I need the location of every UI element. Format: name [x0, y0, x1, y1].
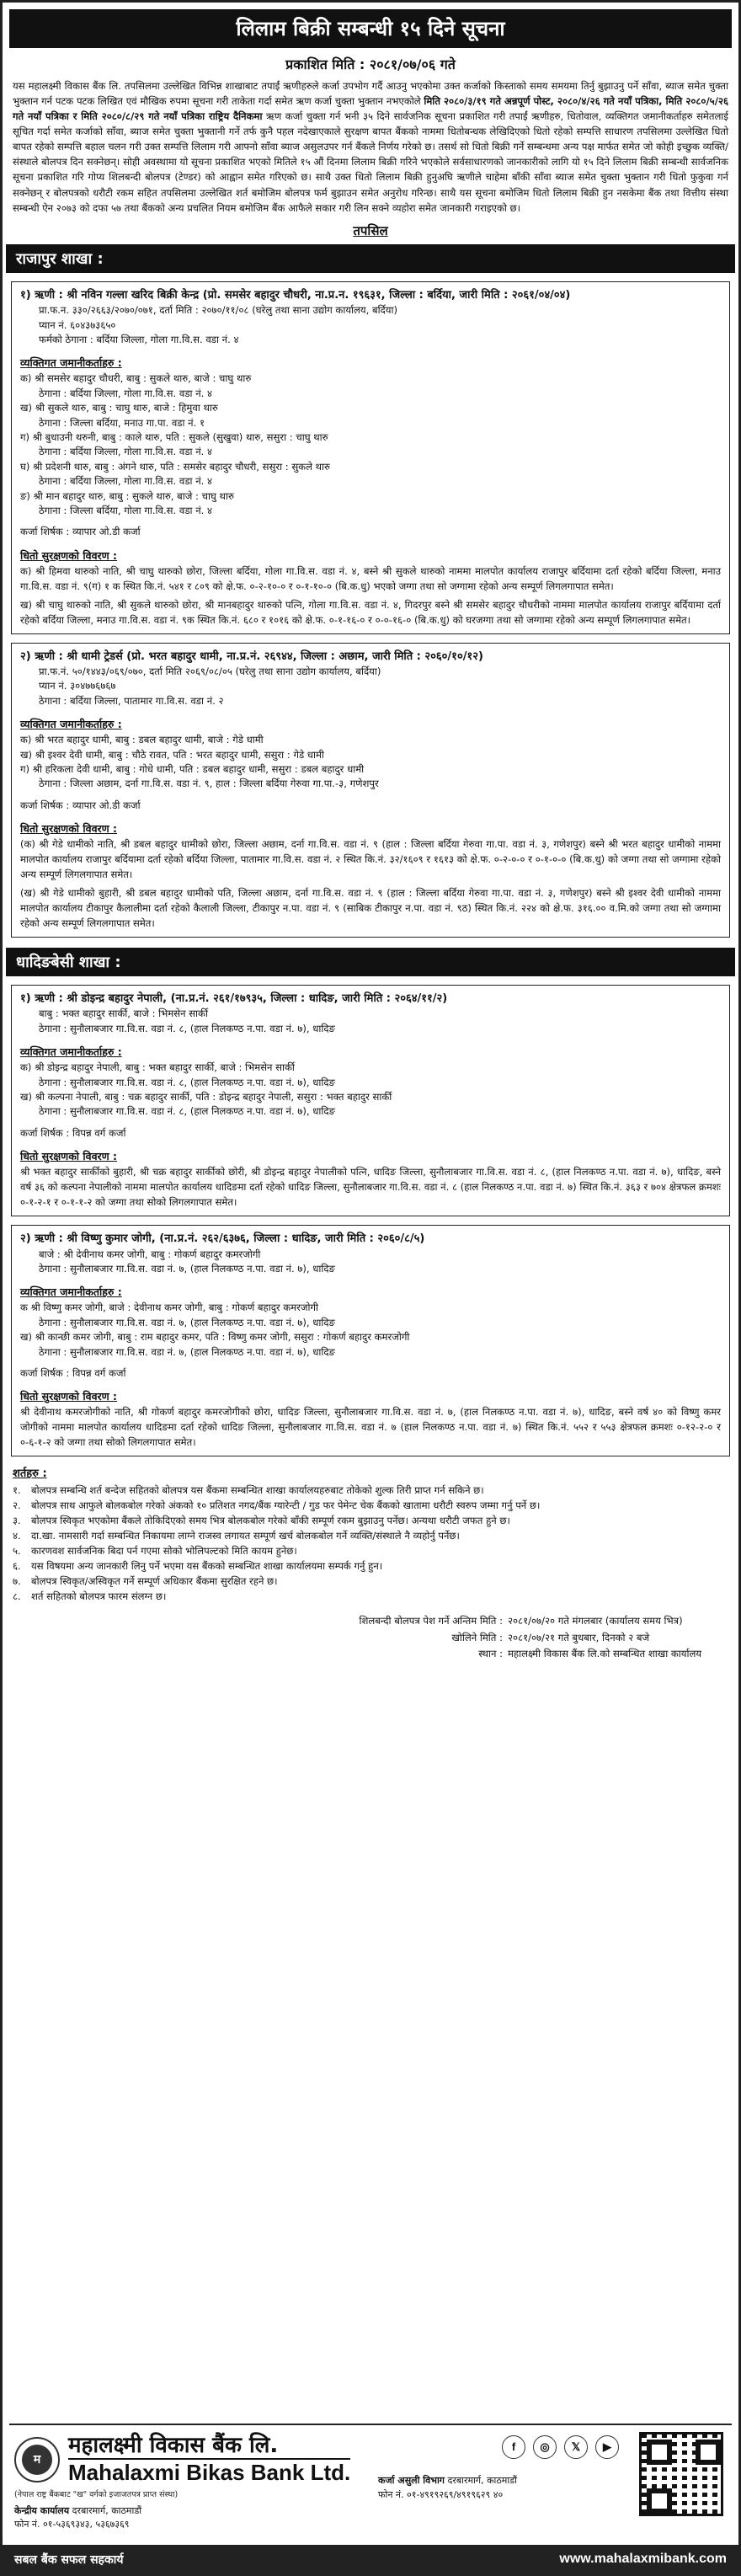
- youtube-icon[interactable]: ▶: [595, 2435, 619, 2459]
- bank-branding: [9, 2425, 371, 2541]
- borrower-heading: १) ऋणी : श्री नविन गल्ला खरिद बिक्री केन्द्र (प्रो. समसेर बहादुर चौधरी, ना.प्र.न. १९६३१, जिल्ला : बर्दिया, जारी मिति : २०६१/०४/०४): [20, 288, 571, 302]
- term-text: यस विषयमा अन्य जानकारी लिनु पर्ने भएमा यस बैंकको सम्बन्धित शाखा कार्यालयमा सम्पर्क गर्नु हुन।: [31, 1560, 383, 1573]
- head-office-label: केन्द्रीय कार्यालय: [14, 2504, 70, 2516]
- borrower-detail: फर्मको ठेगाना : बर्दिया जिल्ला, गोला गा.वि.स. वडा नं. ४: [39, 333, 239, 345]
- borrower-detail: ठेगाना : सुनौलाबजार गा.वि.स. वडा नं. ७, (हाल निलकण्ठ न.पा. वडा नं. ७), धादिङ: [39, 1263, 335, 1275]
- guarantor-address: ठेगाना : सुनौलाबजार गा.वि.स. वडा नं. ८, (हाल निलकण्ठ न.पा. वडा नं. ७), धादिङ: [39, 1076, 335, 1088]
- loan-block: [11, 643, 730, 938]
- guarantor-line: क) श्री समसेर बहादुर चौधरी, बाबु : सुकले थारु, बाजे : चाघु थारु: [20, 372, 252, 385]
- brand-names: [68, 2434, 350, 2486]
- guarantor-address: ठेगाना : बर्दिया जिल्ला, गोला गा.वि.स. वडा नं. ४: [39, 446, 213, 458]
- term-text: दा.खा. नामसारी गर्दा सम्बन्धित निकायमा लाग्ने राजस्व लगायत सम्पूर्ण खर्च बोलकबोल गर्ने व्यक्ति/संस्थाले नै व्यहोर्नु पर्नेछ।: [31, 1530, 460, 1542]
- borrower-detail: प्रा.फ.न. ३३०/२६६३/२०७०/०७१, दर्ता मिति : २०७०/११/०८ (घरेलु तथा साना उद्योग कार्यालय, बर्दिया): [39, 304, 398, 317]
- bid-schedule: [3, 1613, 727, 1663]
- schedule-label: स्थान :: [478, 1648, 503, 1660]
- guarantor-line: क) श्री डोइन्द्र बहादुर नेपाली, बाबु : भक्त बहादुर सार्की, बाजे : भिमसेन सार्की: [20, 1061, 295, 1074]
- security-heading: धितो सुरक्षणको विवरण :: [20, 1150, 118, 1163]
- guarantors-heading: व्यक्तिगत जमानीकर्ताहरु :: [20, 718, 122, 731]
- schedule-row: [3, 1613, 727, 1630]
- security-detail: श्री भक्त बहादुर सार्कीको बुहारी, श्री चक्र बहादुर सार्कीको छोरी, श्री डोइन्द्र बहादुर नेपालीको पत्नि, धादिङ जिल्ला, सुनौलाबजार गा.वि.स. वडा नं. ८, (हाल निलकण्ठ न.पा. वडा नं. ७), धादिङ, बस्ने वर्ष ३६ को कल्पना नेपालीको नाममा मालपोत कार्यालय धादिङमा दर्ता रहेको धादिङ जिल्ला, सुनौलाबजार गा.वि.स. वडा नं. ८ (हाल निलकण्ठ न.पा. वडा नं. ७) स्थित कि.नं. ३६३ र ७०४ क्षेत्रफल क्रमशः ०-१-२-१ र ०-१-१-२ को जग्गा तथा सोको लिगलगापात समेत।: [20, 1166, 721, 1209]
- guarantor-address: ठेगाना : जिल्ला अछाम, दर्ना गा.वि.स. वडा नं. ९, हाल : जिल्ला बर्दिया गेरुवा गा.पा.-३, गणेशपुर: [39, 778, 379, 790]
- term-item: [13, 1544, 728, 1559]
- term-number: ४.: [13, 1530, 21, 1542]
- intro-newspaper-dates: मिति २०८०/३/१९ गते अन्नपूर्ण पोस्ट, २०८०/४/२६ गते नयाँ पत्रिका, मिति २०८०/५/२६ गते नयाँ पत्रिका र मिति २०८०/८/२९ गते नयाँ पत्रिका राष्ट्रिय दैनिकमा: [13, 95, 728, 123]
- schedule-value: २०८१/०७/२० गते मंगलबार (कार्यालय समय भित्र): [508, 1615, 683, 1627]
- term-number: ५.: [13, 1545, 21, 1558]
- bank-logo-mark: म: [22, 2445, 52, 2475]
- term-item: [13, 1529, 728, 1544]
- guarantor-line: घ) श्री प्रदेशनी थारु, बाबु : अंगने थारु, पति : समसेर बहादुर चौधरी, ससुरा : सुकले थारु: [20, 460, 330, 473]
- term-text: बोलपत्र स्विकृत/अस्विकृत गर्ने सम्पूर्ण अधिकार बैंकमा सुरक्षित रहने छ।: [31, 1575, 278, 1588]
- term-number: ८.: [13, 1590, 21, 1603]
- loan-type: कर्जा शिर्षक : व्यापार ओ.डी कर्जा: [20, 526, 141, 538]
- license-note: (नेपाल राष्ट्र बैंकबाट "ख" वर्गको इजाजतपत्र प्राप्त संस्था): [14, 2489, 179, 2499]
- schedule-row: [3, 1630, 727, 1647]
- guarantor-line: ख) श्री कान्छी कमर जोगी, बाबु : राम बहादुर कमर, पति : विष्णु कमर जोगी, ससुरा : गोकर्ण बहादुर कमरजोगी: [20, 1331, 410, 1344]
- schedule-value: २०८१/०७/२१ गते बुधबार, दिनको २ बजे: [508, 1631, 650, 1643]
- term-text: कारणवश सार्वजनिक बिदा पर्न गएमा सोको भोलिपल्टको मिति कायम हुनेछ।: [31, 1545, 297, 1558]
- security-heading: धितो सुरक्षणको विवरण :: [20, 822, 118, 836]
- head-office-address: दरबारमार्ग, काठमाडौं: [72, 2504, 142, 2516]
- intro-paragraph: [3, 73, 738, 219]
- guarantor-line: ग) श्री बुधाउनी थरुनी, बाबु : काले थारु, पति : सुकले (सुखुवा) थारु, ससुरा : चाघु थारु: [20, 430, 328, 443]
- bank-logo-icon: [14, 2437, 60, 2482]
- guarantor-line: ख) श्री सुकले थारु, बाबु : चाघु थारु, बाजे : हिमुवा थारु: [20, 402, 218, 414]
- borrower-detail: बाबु : भक्त बहादुर सार्की, बाजे : भिमसेन सार्की: [39, 1007, 208, 1020]
- recovery-address: दरबारमार्ग, काठमाडौं: [447, 2475, 517, 2486]
- guarantor-address: ठेगाना : सुनौलाबजार गा.वि.स. वडा नं. ८, (हाल निलकण्ठ न.पा. वडा नं. ७), धादिङ: [39, 1105, 335, 1118]
- term-item: [13, 1499, 728, 1514]
- terms-heading: शर्तहरु :: [13, 1467, 47, 1481]
- security-detail: क) श्री हिमवा थारुको नाति, श्री चाघु थारुको छोरा, जिल्ला बर्दिया, गोला गा.वि.स. वडा नं. ४, बस्ने श्री सुकले थारुको नाममा मालपोत कार्यालय राजापुर बर्दियामा दर्ता रहेको बर्दिया जिल्ला, मनाउ गा.वि.स. वडा नं. ९(ग) १ क स्थित कि.नं. ५४१ र ८०९ को क्षे.फ. ०-२-१०-० र ०-१-१०-० (बि.क.धु) भएको जग्गा तथा सो जग्गामा रहेको अन्य सम्पूर्ण लिगलगापात समेत।: [20, 564, 721, 592]
- security-heading: धितो सुरक्षणको विवरण :: [20, 1390, 118, 1403]
- loan-block: [11, 985, 730, 1216]
- loan-type: कर्जा शिर्षक : व्यापार ओ.डी कर्जा: [20, 799, 141, 811]
- term-item: [13, 1590, 728, 1605]
- borrower-detail: ठेगाना : बर्दिया जिल्ला, पातामार गा.वि.स. वडा नं. २: [39, 694, 224, 707]
- bank-name-english: Mahalaxmi Bikas Bank Ltd.: [68, 2459, 351, 2485]
- guarantor-line: ङ) श्री मान बहादुर थारु, बाबु : सुकले थारु, बाजे : चाघु थारु: [20, 489, 234, 502]
- term-item: [13, 1574, 728, 1590]
- borrower-detail: ठेगाना : सुनौलाबजार गा.वि.स. वडा नं. ८, (हाल निलकण्ठ न.पा. वडा नं. ७), धादिङ: [39, 1022, 335, 1034]
- recovery-phone: फोन नं. ०१-४९१९२६९/४९१९६२९ ४०: [378, 2488, 504, 2500]
- head-office-phone: फोन नं. ०१-५३६९३४३, ५३६७३६९: [14, 2519, 130, 2531]
- guarantors-heading: व्यक्तिगत जमानीकर्ताहरु :: [20, 1045, 122, 1059]
- term-number: ३.: [13, 1515, 21, 1527]
- loan-block: [11, 281, 730, 634]
- recovery-label: कर्जा असुली विभाग: [378, 2475, 445, 2486]
- branch-header-dhadingbesi: धादिङबेसी शाखा :: [6, 948, 735, 976]
- guarantor-address: ठेगाना : बर्दिया जिल्ला, गोला गा.वि.स. वडा नं. ४: [39, 387, 213, 399]
- schedule-value: महालक्ष्मी विकास बैंक लि.को सम्बन्धित शाखा कार्यालय: [508, 1648, 702, 1660]
- borrower-heading: २) ऋणी : श्री विष्णु कुमार जोगी, (ना.प्र.नं. २६२/६३७६, जिल्ला : धादिङ, जारी मिति : २०६०/८/५): [20, 1232, 425, 1246]
- bottom-bar: [3, 2545, 738, 2573]
- term-item: [13, 1559, 728, 1574]
- guarantor-address: ठेगाना : बर्दिया जिल्ला, गोला गा.वि.स. वडा नं. ४: [39, 475, 213, 488]
- term-item: [13, 1483, 728, 1499]
- guarantors-heading: व्यक्तिगत जमानीकर्ताहरु :: [20, 1285, 122, 1299]
- borrower-detail: बाजे : श्री देवीनाथ कमर जोगी, बाबु : गोकर्ण बहादुर कमरजोगी: [39, 1248, 261, 1260]
- x-twitter-icon[interactable]: 𝕏: [564, 2435, 588, 2459]
- security-detail: श्री देवीनाथ कमरजोगीको नाति, श्री गोकर्ण बहादुर कमरजोगीको छोरा, धादिङ जिल्ला, सुनौलाबजार गा.वि.स. वडा नं. ७, (हाल निलकण्ठ न.पा. वडा नं. ७), धादिङ, बस्ने वर्ष ४० को विष्णु कमर जोगीको नाममा मालपोत कार्यालय धादिङमा दर्ता रहेको धादिङ जिल्ला, सुनौलाबजार गा.वि.स. वडा नं. ७ (हाल निलकण्ठ न.पा. वडा नं. ७) स्थित कि.नं. ५५२ र ५५३ क्षेत्रफल क्रमशः ०-१२-२-० र ०-६-१-२ को जग्गा तथा सोको लिगलगापात समेत।: [20, 1406, 721, 1449]
- loan-type: कर्जा शिर्षक : विपन्न वर्ग कर्जा: [20, 1126, 126, 1139]
- published-date: प्रकाशित मिति : २०८१/०७/०६ गते: [285, 56, 456, 72]
- guarantor-line: ख) श्री इश्वर देवी धामी, बाबु : चौठे रावत, पति : भरत बहादुर धामी, ससुरा : गेडे धामी: [20, 748, 324, 761]
- footer: [9, 2424, 732, 2541]
- guarantor-line: ग) श्री हरिकला देवी धामी, बाबु : गोधे धामी, पति : डबल बहादुर धामी, ससुरा : डबल बहादुर धामी: [20, 763, 365, 775]
- security-detail: (क) श्री गेडे धामीको नाति, श्री डबल बहादुर धामीको छोरा, जिल्ला अछाम, दर्ना गा.वि.स. वडा नं. ९ (हाल : जिल्ला बर्दिया गेरुवा गा.पा. वडा नं. ३, गणेशपुर) बस्ने श्री भरत बहादुर धामीको नाममा मालपोत कार्यालय राजापुर बर्दियामा दर्ता रहेको बर्दिया जिल्ला, पातामार गा.वि.स. वडा नं. २ स्थित कि.नं. ३२/१६०९ र १६१३ को क्षे.फ. ०-२-०-० र ०-१-०-० (बि.क.धु) को जग्गा तथा सो जग्गामा रहेको अन्य सम्पूर्ण लिगलगापात समेत।: [20, 838, 721, 881]
- term-text: बोलपत्र सम्बन्धि शर्त बन्देज सहितको बोलपत्र यस बैंकमा सम्बन्धित शाखा कार्यालयहरुबाट तोकेको शुल्क तिरी प्राप्त गर्न सकिने छ।: [31, 1484, 484, 1497]
- schedule-heading: तपसिल: [353, 222, 388, 238]
- head-office: [14, 2504, 371, 2532]
- term-item: [13, 1514, 728, 1529]
- term-number: २.: [13, 1499, 21, 1512]
- term-number: १.: [13, 1484, 21, 1497]
- schedule-row: [3, 1646, 727, 1663]
- guarantor-line: ख) श्री कल्पना नेपाली, बाबु : चक्र बहादुर सार्की, पति : डोइन्द्र बहादुर नेपाली, ससुरा : भक्त बहादुर सार्की: [20, 1091, 392, 1104]
- guarantor-address: ठेगाना : सुनौलाबजार गा.वि.स. वडा नं. ७, (हाल निलकण्ठ न.पा. वडा नं. ७), धादिङ: [39, 1345, 335, 1358]
- term-text: बोलपत्र साथ आफुले बोलकबोल गरेको अंकको १० प्रतिशत नगद/बैंक ग्यारेन्टी / गुड फर पेमेन्ट चेक बैंकको खातामा धरौटी स्वरुप जम्मा गर्नु पर्ने छ।: [31, 1499, 541, 1512]
- term-text: बोलपत्र स्विकृत भएकोमा बैंकले तोकिदिएको समय भित्र बोलकबोल गरेको बाँकी सम्पूर्ण रकम बुझाउनु पर्नेछ। अन्यथा धरौटी जफत हुने छ।: [31, 1515, 510, 1527]
- instagram-icon[interactable]: ◎: [533, 2435, 557, 2459]
- borrower-detail: प्यान नं. ६०४३७३६५०: [39, 318, 116, 331]
- term-number: ७.: [13, 1575, 21, 1588]
- loan-type: कर्जा शिर्षक : विपन्न वर्ग कर्जा: [20, 1366, 126, 1379]
- tagline: सबल बैंक सफल सहकार्य: [14, 2552, 124, 2567]
- intro-part-1: यस महालक्ष्मी विकास बैंक लि. तपसिलमा उल्लेखित विभिन्न शाखाबाट तपाईं ऋणीहरुले कर्जा उपभोग गर्दै आउनु भएकोमा उक्त कर्जाको किस्ताको समय समयमा तिर्नु बुझाउनु पर्ने साँवा, ब्याज समेत चुक्ता भुक्तान गर्न पटक पटक लिखित एवं मौखिक रुपमा सूचना गरी ताकेता गर्दा समेत ऋण कर्जा चुक्ता भुक्तान नभएकोले: [13, 80, 728, 108]
- website-link[interactable]: www.mahalaxmibank.com: [559, 2552, 727, 2566]
- guarantor-address: ठेगाना : जिल्ला बर्दिया, गोला गा.वि.स. वडा नं. ४: [39, 504, 213, 516]
- facebook-icon[interactable]: f: [502, 2435, 525, 2459]
- loan-block: [11, 1225, 730, 1456]
- guarantor-address: ठेगाना : जिल्ला बर्दिया, मनाउ गा.पा. वडा नं. १: [39, 416, 205, 429]
- terms-section: [13, 1465, 728, 1605]
- security-heading: धितो सुरक्षणको विवरण :: [20, 548, 118, 562]
- term-number: ६.: [13, 1560, 21, 1573]
- intro-part-2: ऋण कर्जा चुक्ता गर्न भनी ३५ दिने सार्वजनिक सूचना प्रकाशित गरी तपाईं ऋणीहरु, धितोवाल, व्यक्तिगत जमानीकर्ताहरु समेतलाई सूचित गर्दा समेत कर्जाको साँवा, ब्याज समेत चुक्ता भुक्तानी गर्ने तर्फ कुनै पहल नदेखाएकाले सुरक्षण बापत बैंकको नाममा धितोबन्धक लेखिदिएको धितो रहेको सम्पत्ति साधारण तपसिलमा उल्लेखित धितो बापत रहेको सम्पत्ति बहाल चलन गरी उक्त सम्पत्ति लिलाम गरी आफ्नो साँवा ब्याज असुलउपर गर्न बैंकले निर्णय गरेको छ। तसर्थ सो धितो बिक्री गर्ने सम्बन्धमा अन्य पक्ष मार्फत समेत जो कोही इच्छुक व्यक्ति/संस्थाले बोलपत्र दिन सक्नेछन्। सोही अवस्थामा यो सूचना प्रकाशित भएको मितिले १५ औं दिनमा लिलाम बिक्री गरिने भएकोले सर्वसाधारणको जानकारीको लागि यो १५ दिने लिलाम बिक्री सम्बन्धी सार्वजनिक सूचना प्रकाशित गरि गोप्य शिलबन्दी बोलपत्र (टेण्डर) को आह्वान समेत गरिएको छ। साथै उक्त धितो लिलाम बिक्री हुनुअघि ऋणीले चाहेमा बाँकी साँवा ब्याज समेत चुक्ता भुक्तान गरी धितो फुकुवा गर्न सक्नेछन् र बोलपत्रको धरौटी रकम सहित तपसिलमा उल्लेखित शर्त बमोजिम बोलपत्र फर्म बुझाउन समेत अनुरोध गरिन्छ। साथै यस सूचना बमोजिम धितो लिलाम बिक्री हुन नसकेमा बैंक तथा वित्तीय संस्था सम्बन्धी ऐन २०७३ को दफा ५७ तथा बैंकको अन्य प्रचलित नियम बमोजिम बैंक आफैले सकार गरी लिन सक्ने व्यहोरा समेत जानकारी गराइएको छ।: [13, 110, 729, 214]
- guarantor-line: क) श्री भरत बहादुर धामी, बाबु : डबल बहादुर धामी, बाजे : गेडे धामी: [20, 734, 264, 746]
- social-links: [378, 2435, 619, 2459]
- borrower-heading: १) ऋणी : श्री डोइन्द्र बहादुर नेपाली, (ना.प्र.नं. २६१/१७९३५, जिल्ला : धादिङ, जारी मिति : २०६४/११/२): [20, 991, 448, 1005]
- branch-header-rajapur: राजापुर शाखा :: [6, 244, 735, 273]
- qr-code-icon[interactable]: [639, 2432, 723, 2516]
- security-detail: ख) श्री चाघु थारुको नाति, श्री सुकले थारुको छोरा, श्री मानबहादुर थारुको पत्नि, गोला गा.वि.स. वडा नं. ४, गिदरपुर बस्ने श्री समसेर बहादुर चौधरीको नाममा मालपोत कार्यालय राजापुर बर्दियामा दर्ता रहेको बर्दिया जिल्ला, मनाउ गा.वि.स. वडा नं. ९क स्थित कि.नं. ६८० र १०१६ को क्षे.फ. ०-१-१६-० र ०-०-१६-० (बि.क.धु) को घरजग्गा तथा सो जग्गामा रहेको अन्य सम्पूर्ण लिगलगापात समेत।: [20, 598, 721, 626]
- schedule-label: खोलिने मिति :: [451, 1631, 503, 1643]
- borrower-detail: प्यान नं. ३०४७७६७६७: [39, 680, 116, 692]
- bank-name-nepali: महालक्ष्मी विकास बैंक लि.: [68, 2433, 279, 2458]
- guarantor-address: ठेगाना : सुनौलाबजार गा.वि.स. वडा नं. ७, (हाल निलकण्ठ न.पा. वडा नं. ७), धादिङ: [39, 1316, 335, 1328]
- schedule-label: शिलबन्दी बोलपत्र पेश गर्ने अन्तिम मिति :: [359, 1615, 503, 1627]
- guarantors-heading: व्यक्तिगत जमानीकर्ताहरु :: [20, 356, 122, 370]
- security-detail: (ख) श्री गेडे धामीको बुहारी, श्री डबल बहादुर धामीको पति, जिल्ला अछाम, दर्ना गा.वि.स. वडा नं. ९ (हाल : जिल्ला बर्दिया गेरुवा गा.पा. वडा नं. ३, गणेशपुर) बस्ने श्री इश्वर देवी धामीको नाममा मालपोत कार्यालय टीकापुर कैलालीमा दर्ता रहेको कैलाली जिल्ला, टीकापुर न.पा. वडा नं. ९ (साबिक टीकापुर न.पा. वडा नं. ९ठ) स्थित कि.नं. २२४ को क्षे.फ. ३१६.०० व.मि.को जग्गा तथा सो जग्गामा रहेको अन्य सम्पूर्ण लिगलगापात समेत।: [20, 887, 721, 930]
- qr-pattern: [642, 2434, 721, 2514]
- borrower-detail: प्रा.फ.नं. ५०/१४४३/०६९/०७०, दर्ता मिति २०६९/०८/०५ (घरेलु तथा साना उद्योग कार्यालय, बर्दिया): [39, 665, 381, 678]
- guarantor-line: क श्री विष्णु कमर जोगी, बाजे : देवीनाथ कमर जोगी, बाबु : गोकर्ण बहादुर कमरजोगी: [20, 1301, 319, 1314]
- term-text: शर्त सहितको बोलपत्र फारम संलग्न छ।: [31, 1590, 167, 1603]
- notice-title: लिलाम बिक्री सम्बन्धी १५ दिने सूचना: [9, 9, 732, 48]
- brand-row: [14, 2434, 371, 2486]
- borrower-heading: २) ऋणी : श्री धामी ट्रेडर्स (प्रो. भरत बहादुर धामी, ना.प्र.नं. २६९४४, जिल्ला : अछाम, जारी मिति : २०६०/१०/१२): [20, 649, 483, 663]
